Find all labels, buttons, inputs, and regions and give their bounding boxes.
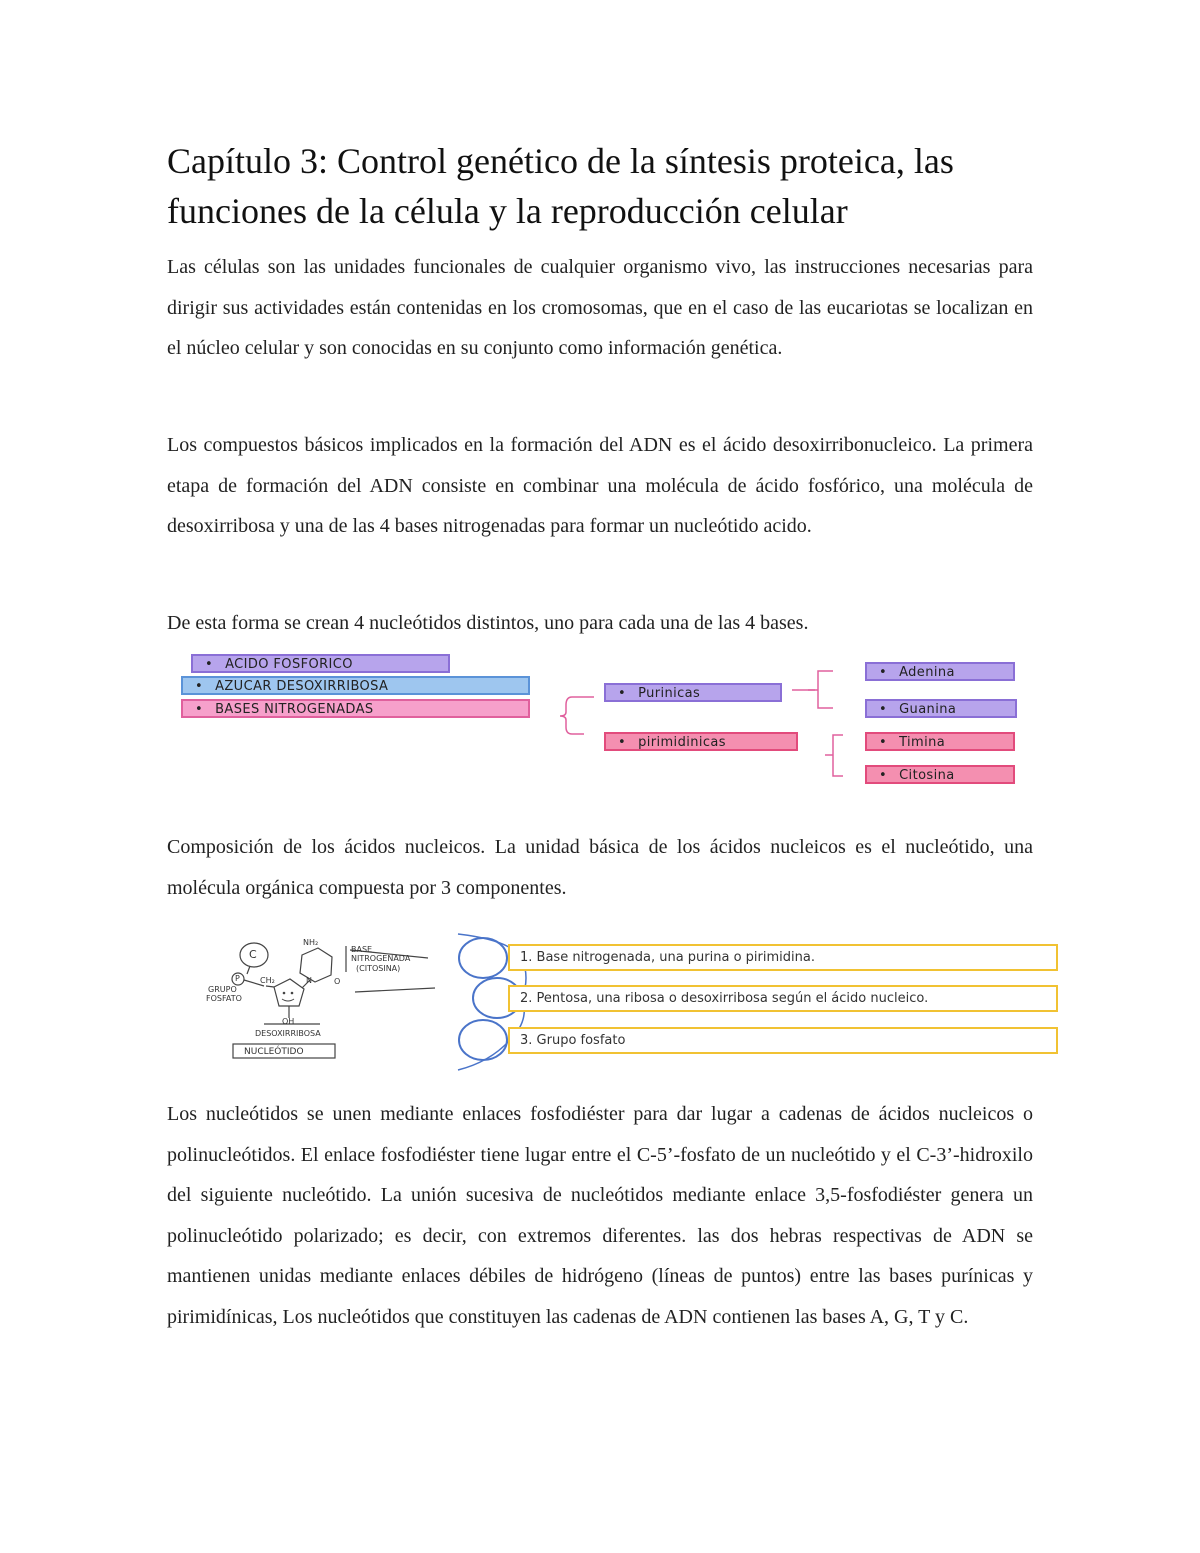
- sketch-citosina-label: (CITOSINA): [356, 964, 401, 973]
- base-citosina: • Citosina: [865, 765, 1015, 784]
- group-label: Purinicas: [638, 686, 701, 701]
- sketch-ch2-label: CH₂: [260, 976, 275, 985]
- group-pirimidinicas: • pirimidinicas: [604, 732, 798, 751]
- sketch-base-label: BASE: [351, 945, 373, 954]
- step-circle-1: [459, 938, 507, 978]
- component-item-phosphate: 3. Grupo fosfato: [508, 1027, 1058, 1054]
- bases-bracket: [560, 697, 594, 734]
- component-label: AZUCAR DESOXIRRIBOSA: [215, 679, 389, 694]
- nucleotide-composition-diagram: [200, 930, 1070, 1075]
- paragraph-cells: Las células son las unidades funcionales de cualquier organismo vivo, las instrucciones necesarias para dirigir sus actividades están contenidas en los cromosomas, que en el caso de las eucariotas se localizan en el núcleo celular y son conocidas en su conjunto como información genética.: [167, 256, 1033, 359]
- base-adenina: • Adenina: [865, 662, 1015, 681]
- component-azucar-desoxirribosa: • AZUCAR DESOXIRRIBOSA: [181, 676, 530, 695]
- sketch-c-label: C: [249, 948, 257, 961]
- base-guanina: • Guanina: [865, 699, 1017, 718]
- component-item-base: 1. Base nitrogenada, una purina o pirimidina.: [508, 944, 1058, 971]
- sketch-fosfato-label: FOSFATO: [206, 994, 242, 1003]
- sugar-pentagon: [274, 979, 304, 1006]
- group-label: pirimidinicas: [638, 735, 726, 750]
- sketch-oh-label: OH: [282, 1017, 295, 1026]
- base-label: Timina: [899, 735, 946, 750]
- step-circle-3: [459, 1020, 507, 1060]
- sketch-nh2-label: NH₂: [303, 938, 319, 947]
- component-label: BASES NITROGENADAS: [215, 702, 374, 717]
- component-bases-nitrogenadas: • BASES NITROGENADAS: [181, 699, 530, 718]
- group-purinicas: • Purinicas: [604, 683, 782, 702]
- base-label: Guanina: [899, 702, 957, 717]
- base-ring: [300, 948, 332, 982]
- paragraph-nucleic-acids: Composición de los ácidos nucleicos. La unidad básica de los ácidos nucleicos es el nucleótido, una molécula orgánica compuesta por 3 componentes.: [167, 836, 1033, 899]
- component-acido-fosforico: • ACIDO FOSFORICO: [191, 654, 450, 673]
- sketch-p-label: P: [235, 974, 240, 983]
- component-item-pentose: 2. Pentosa, una ribosa o desoxirribosa según el ácido nucleico.: [508, 985, 1058, 1012]
- base-label: Citosina: [899, 768, 955, 783]
- sketch-desoxirribosa-label: DESOXIRRIBOSA: [255, 1029, 321, 1038]
- chapter-title: Capítulo 3: Control genético de la síntesis proteica, las funciones de la célula y la reproducción celular: [167, 141, 954, 231]
- paragraph-four-nucleotides: De esta forma se crean 4 nucleótidos distintos, uno para cada una de las 4 bases.: [167, 612, 809, 634]
- base-timina: • Timina: [865, 732, 1015, 751]
- sketch-nitrogenada-label: NITROGENADA: [351, 954, 411, 963]
- sketch-o-label: O: [334, 977, 341, 986]
- base-label: Adenina: [899, 665, 955, 680]
- sketch-n-label: N: [306, 976, 312, 985]
- paragraph-dna-compounds: Los compuestos básicos implicados en la formación del ADN es el ácido desoxirribonucleico. La primera etapa de formación del ADN consiste en combinar una molécula de ácido fosfórico, una molécula de desoxirribosa y una de las 4 bases nitrogenadas para formar un nucleótido acido.: [167, 434, 1033, 537]
- sketch-nucleotido-label: NUCLEÓTIDO: [244, 1047, 304, 1057]
- dna-components-diagram: [170, 648, 1030, 793]
- component-label: ACIDO FOSFORICO: [225, 657, 353, 672]
- pyrimidines-bracket: [825, 735, 843, 776]
- paragraph-phosphodiester: Los nucleótidos se unen mediante enlaces fosfodiéster para dar lugar a cadenas de ácidos nucleicos o polinucleótidos. El enlace fosfodiéster tiene lugar entre el C-5’-fosfato de un nucleótido y el C-3’-hidroxilo del siguiente nucleótido. La unión sucesiva de nucleótidos mediante enlace 3,5-fosfodiéster genera un polinucleótido polarizado; es decir, con extremos diferentes. las dos hebras respectivas de ADN se mantienen unidas mediante enlaces débiles de hidrógeno (líneas de puntos) entre las bases purínicas y pirimidínicas, Los nucleótidos que constituyen las cadenas de ADN contienen las bases A, G, T y C.: [167, 1103, 1033, 1328]
- sketch-grupo-label: GRUPO: [208, 985, 237, 994]
